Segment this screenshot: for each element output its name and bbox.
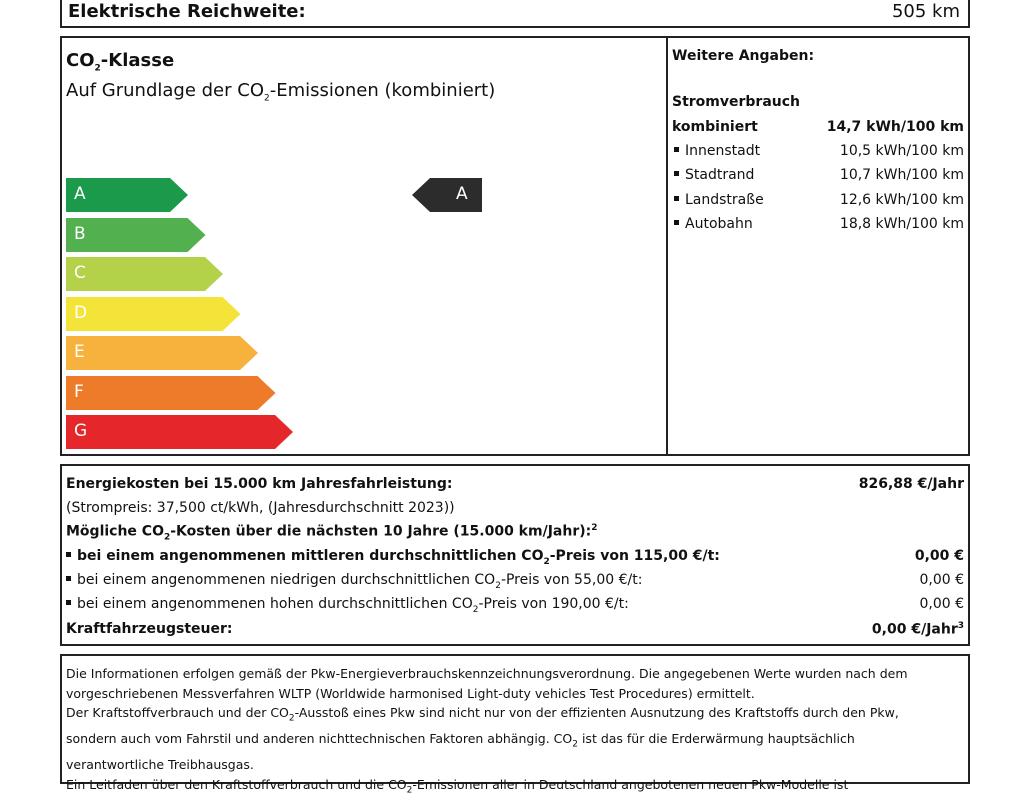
panel-divider [666,38,668,454]
co2-class-letter: E [74,342,85,362]
co2-class-letter: D [74,302,88,323]
co2-class-title: $CO_2$-Klasse [66,50,175,74]
bullet-icon [674,147,679,152]
current-class-marker [412,178,482,212]
legal-info-panel [60,654,970,795]
co2-class-subtitle: Auf Grundlage der $CO_2$-Emissionen (kombiniert) [66,80,496,104]
co2-class-bar-a [66,178,188,212]
details-title: Weitere Angaben: [672,48,815,64]
co2-class-letter: B [74,223,86,244]
bullet-icon [674,220,679,225]
co2-class-letter: A [74,184,86,204]
consumption-combined-label: kombiniert [672,119,758,135]
consumption-combined-value: 14,7 kWh/100 km [826,119,964,135]
co2-class-bar-c [66,257,223,291]
co2-class-bar-f [66,376,276,410]
range-value: 505 km [891,1,960,22]
co2-class-bar-b [66,218,206,252]
marker-arrow-icon [412,178,482,212]
vehicle-tax-value: 0,00 €/Jahr$^3$ [871,621,964,638]
bullet-icon [66,600,71,605]
current-class-letter: A [456,184,468,204]
bullet-icon [66,552,71,557]
vehicle-tax-label: Kraftfahrzeugsteuer: [66,621,233,637]
co2-class-bar-e [66,336,258,370]
co2-class-panel: $CO_2$-Klasse Auf Grundlage der $CO_2$-Emissionen (kombiniert) A B C D E F G A Weitere Angaben: Stromverbrauch kombiniert 14,7 kWh/100 km Innenstadt 10,5 kWh/100 km Stadtrand 10,7 kWh/100 km Landstraße 12,6 kWh/100 km Autobahn 18,8 kWh/100 km [60,36,970,456]
co2-class-letter: F [74,381,84,402]
consumption-heading: Stromverbrauch [672,94,801,110]
co2-class-letter: G [74,421,88,441]
range-label: Elektrische Reichweite: [68,1,306,22]
energy-cost-value: 826,88 €/Jahr [858,476,964,492]
legal-info-text: Die Informationen erfolgen gemäß der Pkw-Energieverbrauchskennzeichnungsverordnung. Die angegebenen Werte wurden nach dem vorgeschriebenen Messverfahren WLTP (Worldwide harmonised Light-duty vehicles Test Procedures) ermittelt. Der Kraftstoffverbrauch und der $CO_2$-Ausstoß eines Pkw sind nicht nur von der effizienten Ausnutzung des Kraftstoffs durch den Pkw, sondern auch vom Fahrstil und anderen nichttechnischen Faktoren abhängig. $CO_2$ ist das für die Erderwärmung hauptsächlich verantwortliche Treibhausgas. Ein Leitfaden über den Kraftstoffverbrauch und die $CO_2$-Emissionen aller in Deutschland angebotenen neuen Pkw-Modelle ist [66,666,908,795]
bullet-icon [674,171,679,176]
range-row [60,0,970,28]
energy-cost-label: Energiekosten bei 15.000 km Jahresfahrleistung: [66,476,453,492]
bullet-icon [674,196,679,201]
bullet-icon [66,576,71,581]
co2-class-letter: C [74,263,86,283]
costs-panel: Energiekosten bei 15.000 km Jahresfahrleistung: 826,88 €/Jahr (Strompreis: 37,500 ct/kWh, (Jahresdurchschnitt 2023)) Mögliche $CO_2$-Kosten über die nächsten 10 Jahre (15.000 km/Jahr):$^2$ bei einem angenommenen mittleren durchschnittlichen $CO_2$-Preis von 115,00 €/t: 0,00 € bei einem angenommenen niedrigen durchschnittlichen $CO_2$-Preis von 55,00 €/t: 0,00 € bei einem angenommenen hohen durchschnittlichen $CO_2$-Preis von 190,00 €/t: 0,00 € Kraftfahrzeugsteuer: 0,00 €/Jahr$^3$ [60,464,970,646]
co2-class-bar-g [66,415,293,449]
co2-class-bar-d [66,297,241,331]
